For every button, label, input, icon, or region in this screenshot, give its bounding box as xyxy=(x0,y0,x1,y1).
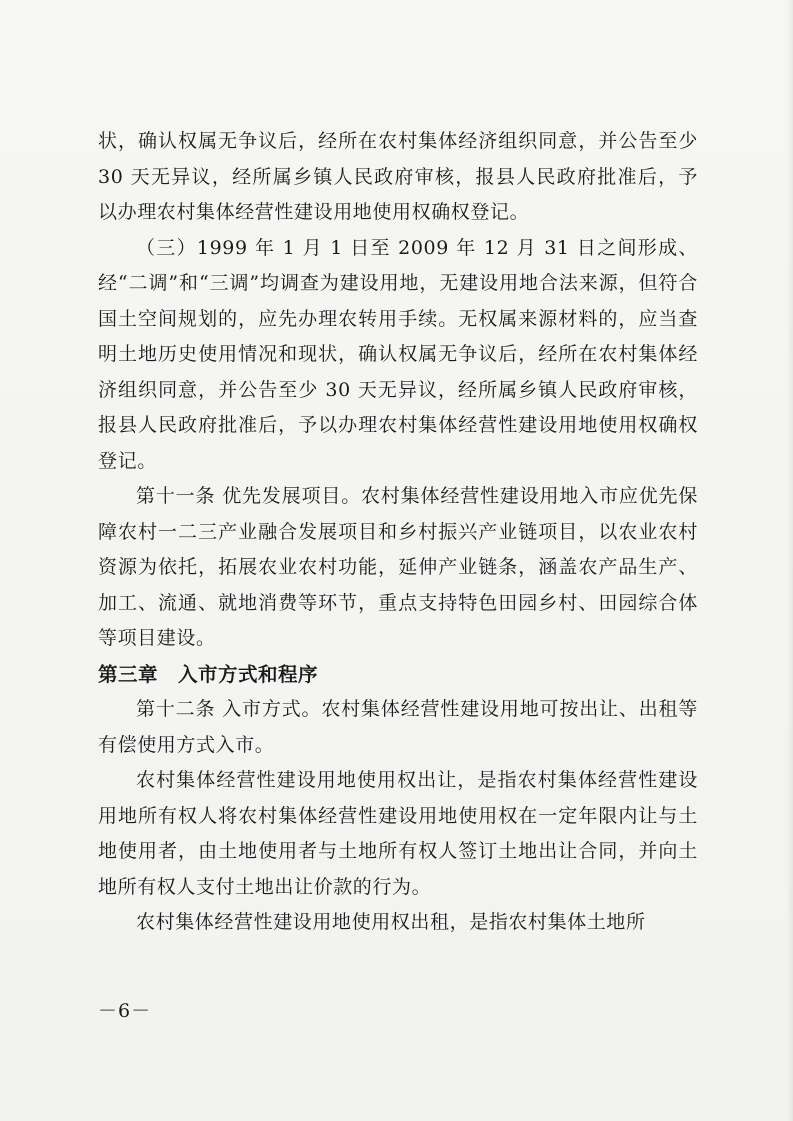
chapter-heading: 第三章 入市方式和程序 xyxy=(98,662,319,686)
paragraph-continuation: 状，确认权属无争议后，经所在农村集体经济组织同意，并公告至少 30 天无异议，经所属乡镇人民政府审核，报县人民政府批准后，予以办理农村集体经营性建设用地使用权确权登记。 xyxy=(98,130,698,223)
paragraph-transfer-definition: 农村集体经营性建设用地使用权出让，是指农村集体经营性建设用地所有权人将农村集体经营性建设用地使用权在一定年限内让与土地使用者，由土地使用者与土地所有权人签订土地出让合同，并向土地所有权人支付土地出让价款的行为。 xyxy=(98,769,698,898)
paragraph-lease-definition: 农村集体经营性建设用地使用权出租，是指农村集体土地所 xyxy=(136,911,646,933)
scan-edge-shadow xyxy=(787,0,793,1121)
page-number: －6－ xyxy=(98,1000,152,1022)
paragraph-article-11: 第十一条 优先发展项目。农村集体经营性建设用地入市应优先保障农村一二三产业融合发展项目和乡村振兴产业链项目，以农业农村资源为依托，拓展农业农村功能，延伸产业链条，涵盖农产品生产、加工、流通、就地消费等环节，重点支持特色田园乡村、田园综合体等项目建设。 xyxy=(98,485,698,649)
paragraph-article-12: 第十二条 入市方式。农村集体经营性建设用地可按出让、出租等有偿使用方式入市。 xyxy=(98,698,698,756)
paragraph-clause-3: （三）1999 年 1 月 1 日至 2009 年 12 月 31 日之间形成、经“二调”和“三调”均调查为建设用地，无建设用地合法来源，但符合国土空间规划的，应先办理农转用手续。无权属来源材料的，应当查明土地历史使用情况和现状，确认权属无争议后，经所在农村集体经济组织同意，并公告至少 30 天无异议，经所属乡镇人民政府审核，报县人民政府批准后，予以办理农村集体经营性建设用地使用权确权登记。 xyxy=(98,236,698,472)
document-body xyxy=(98,124,698,941)
